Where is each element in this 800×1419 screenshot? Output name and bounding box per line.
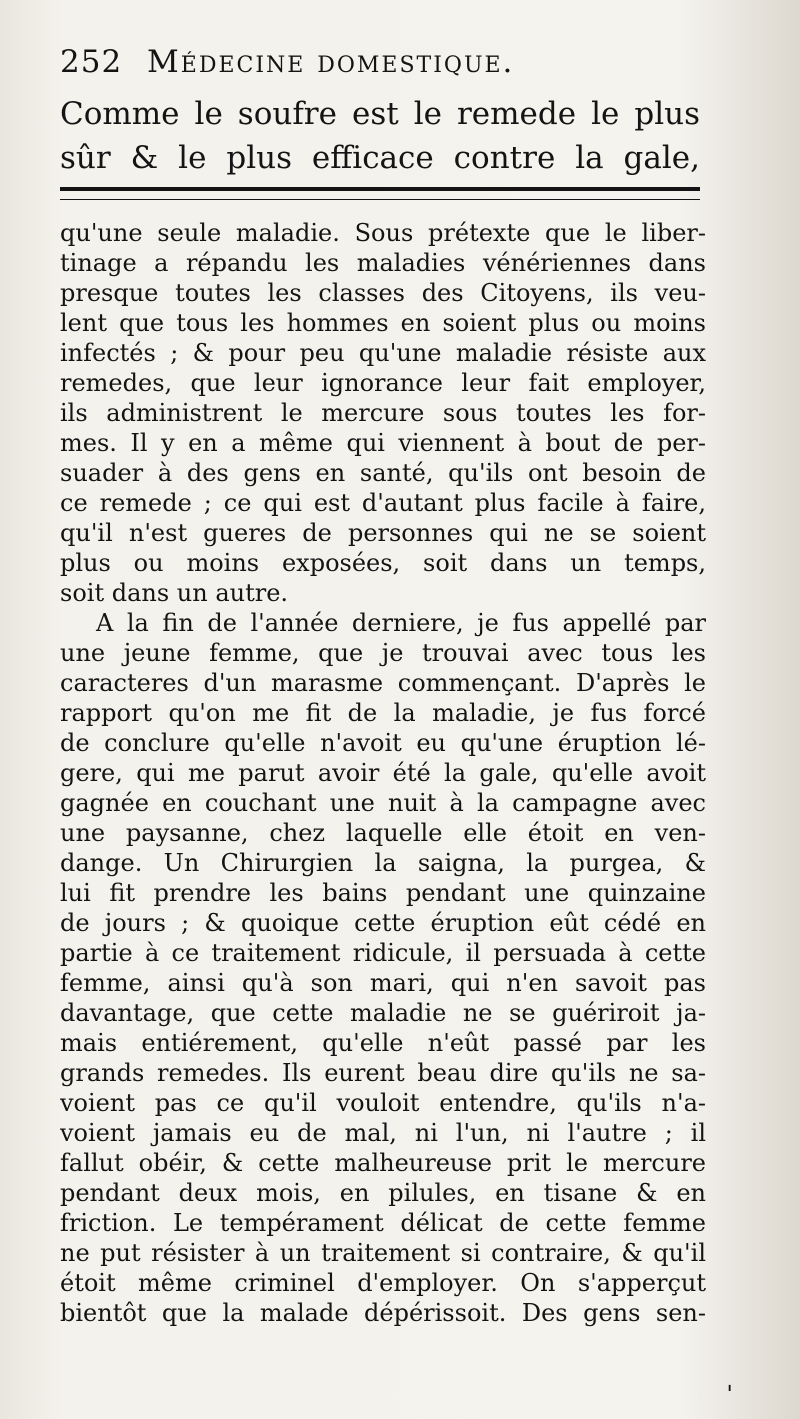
text-line: caracteres d'un marasme commençant. D'après le [60, 669, 706, 697]
text-line: qu'il n'est gueres de personnes qui ne se soient [60, 519, 706, 547]
text-line: grands remedes. Ils eurent beau dire qu'ils ne sa- [60, 1059, 706, 1087]
text-line: remedes, que leur ignorance leur fait employer, [60, 369, 706, 397]
text-line: rapport qu'on me fit de la maladie, je fus forcé [60, 699, 706, 727]
text-line: qu'une seule maladie. Sous prétexte que le liber- [60, 219, 706, 247]
text-line: infectés ; & pour peu qu'une maladie résiste aux [60, 339, 706, 367]
intro-block [60, 92, 700, 180]
text-line: ce remede ; ce qui est d'autant plus facile à faire, [60, 489, 706, 517]
text-line: femme, ainsi qu'à son mari, qui n'en savoit pas [60, 969, 706, 997]
body-text [60, 218, 706, 1328]
text-line: lui fit prendre les bains pendant une quinzaine [60, 879, 706, 907]
text-line: lent que tous les hommes en soient plus ou moins [60, 309, 706, 337]
text-line: presque toutes les classes des Citoyens, ils veu- [60, 279, 706, 307]
section-rule [60, 187, 700, 200]
text-line: de jours ; & quoique cette éruption eût cédé en [60, 909, 706, 937]
page-number: 252 [60, 44, 123, 80]
text-line: ils administrent le mercure sous toutes les for- [60, 399, 706, 427]
text-line: dange. Un Chirurgien la saigna, la purgea, & [60, 849, 706, 877]
text-line: suader à des gens en santé, qu'ils ont besoin de [60, 459, 706, 487]
text-line: une jeune femme, que je trouvai avec tous les [60, 639, 706, 667]
running-head [60, 44, 720, 80]
text-line: pendant deux mois, en pilules, en tisane & en [60, 1179, 706, 1207]
intro-line: Comme le soufre est le remede le plus [60, 96, 700, 132]
text-line: de conclure qu'elle n'avoit eu qu'une éruption lé- [60, 729, 706, 757]
text-line: voient pas ce qu'il vouloit entendre, qu'ils n'a- [60, 1089, 706, 1117]
text-line: ne put résister à un traitement si contraire, & qu'il [60, 1239, 706, 1267]
text-line: soit dans un autre. [60, 579, 289, 607]
text-line: plus ou moins exposées, soit dans un temps, [60, 549, 706, 577]
ink-mark: ˌ [726, 1365, 734, 1395]
text-line: bientôt que la malade dépérissoit. Des gens sen- [60, 1299, 706, 1327]
text-line: voient jamais eu de mal, ni l'un, ni l'autre ; il [60, 1119, 706, 1147]
text-line: friction. Le tempérament délicat de cette femme [60, 1209, 706, 1237]
running-title: Médecine domestique. [147, 44, 515, 80]
text-line: mes. Il y en a même qui viennent à bout de per- [60, 429, 706, 457]
text-line: gagnée en couchant une nuit à la campagne avec [60, 789, 706, 817]
text-line: partie à ce traitement ridicule, il persuada à cette [60, 939, 706, 967]
text-line: gere, qui me parut avoir été la gale, qu'elle avoit [60, 759, 706, 787]
text-line: davantage, que cette maladie ne se guériroit ja- [60, 999, 706, 1027]
paragraph-first-line: A la fin de l'année derniere, je fus appellé par [96, 609, 706, 637]
text-line: tinage a répandu les maladies vénériennes dans [60, 249, 706, 277]
text-line: une paysanne, chez laquelle elle étoit en ven- [60, 819, 706, 847]
text-line: étoit même criminel d'employer. On s'apperçut [60, 1269, 706, 1297]
intro-line: sûr & le plus efficace contre la gale, [60, 140, 700, 176]
text-line: fallut obéir, & cette malheureuse prit le mercure [60, 1149, 706, 1177]
text-line: mais entiérement, qu'elle n'eût passé par les [60, 1029, 706, 1057]
